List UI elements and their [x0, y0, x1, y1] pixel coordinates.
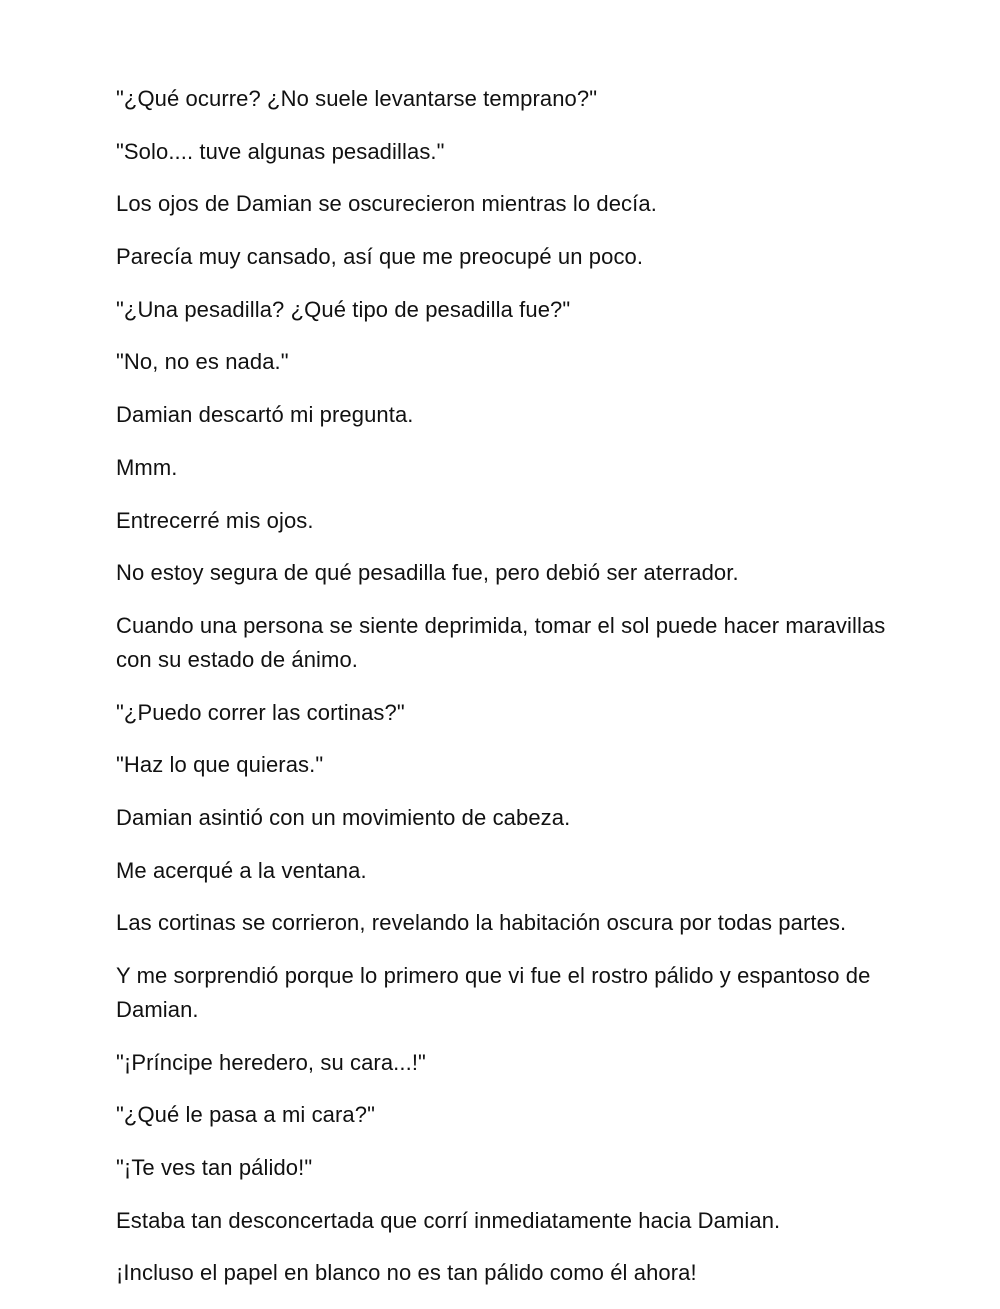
paragraph-18: "¡Príncipe heredero, su cara...!" — [116, 1049, 426, 1075]
paragraph-4: Parecía muy cansado, así que me preocupé un poco. — [116, 244, 644, 270]
paragraph-13: "Haz lo que quieras." — [116, 752, 324, 778]
paragraph-20: "¡Te ves tan pálido!" — [116, 1155, 313, 1181]
paragraph-2: "Solo.... tuve algunas pesadillas." — [116, 138, 445, 164]
paragraph-5: "¿Una pesadilla? ¿Qué tipo de pesadilla fue?" — [116, 296, 571, 322]
paragraph-6: "No, no es nada." — [116, 349, 289, 375]
paragraph-1: "¿Qué ocurre? ¿No suele levantarse temprano?" — [116, 86, 598, 111]
paragraph-17: Y me sorprendió porque lo primero que vi fue el rostro pálido y espantoso de Damian. — [116, 963, 871, 1022]
paragraph-12: "¿Puedo correr las cortinas?" — [116, 699, 405, 725]
paragraph-3: Los ojos de Damian se oscurecieron mientras lo decía. — [116, 191, 657, 217]
text-body — [116, 82, 906, 1309]
paragraph-15: Me acerqué a la ventana. — [116, 857, 367, 883]
paragraph-9: Entrecerré mis ojos. — [116, 507, 314, 533]
paragraph-11: Cuando una persona se siente deprimida, tomar el sol puede hacer maravillas con su estado de ánimo. — [116, 612, 886, 672]
paragraph-14: Damian asintió con un movimiento de cabeza. — [116, 804, 571, 830]
paragraph-19: "¿Qué le pasa a mi cara?" — [116, 1102, 376, 1128]
paragraph-10: No estoy segura de qué pesadilla fue, pero debió ser aterrador. — [116, 560, 739, 586]
paragraph-7: Damian descartó mi pregunta. — [116, 402, 414, 428]
paragraph-21: Estaba tan desconcertada que corrí inmediatamente hacia Damian. — [116, 1207, 781, 1233]
paragraph-16: Las cortinas se corrieron, revelando la habitación oscura por todas partes. — [116, 910, 847, 936]
paragraph-8: Mmm. — [116, 454, 178, 480]
paragraph-22: ¡Incluso el papel en blanco no es tan pálido como él ahora! — [116, 1260, 697, 1286]
